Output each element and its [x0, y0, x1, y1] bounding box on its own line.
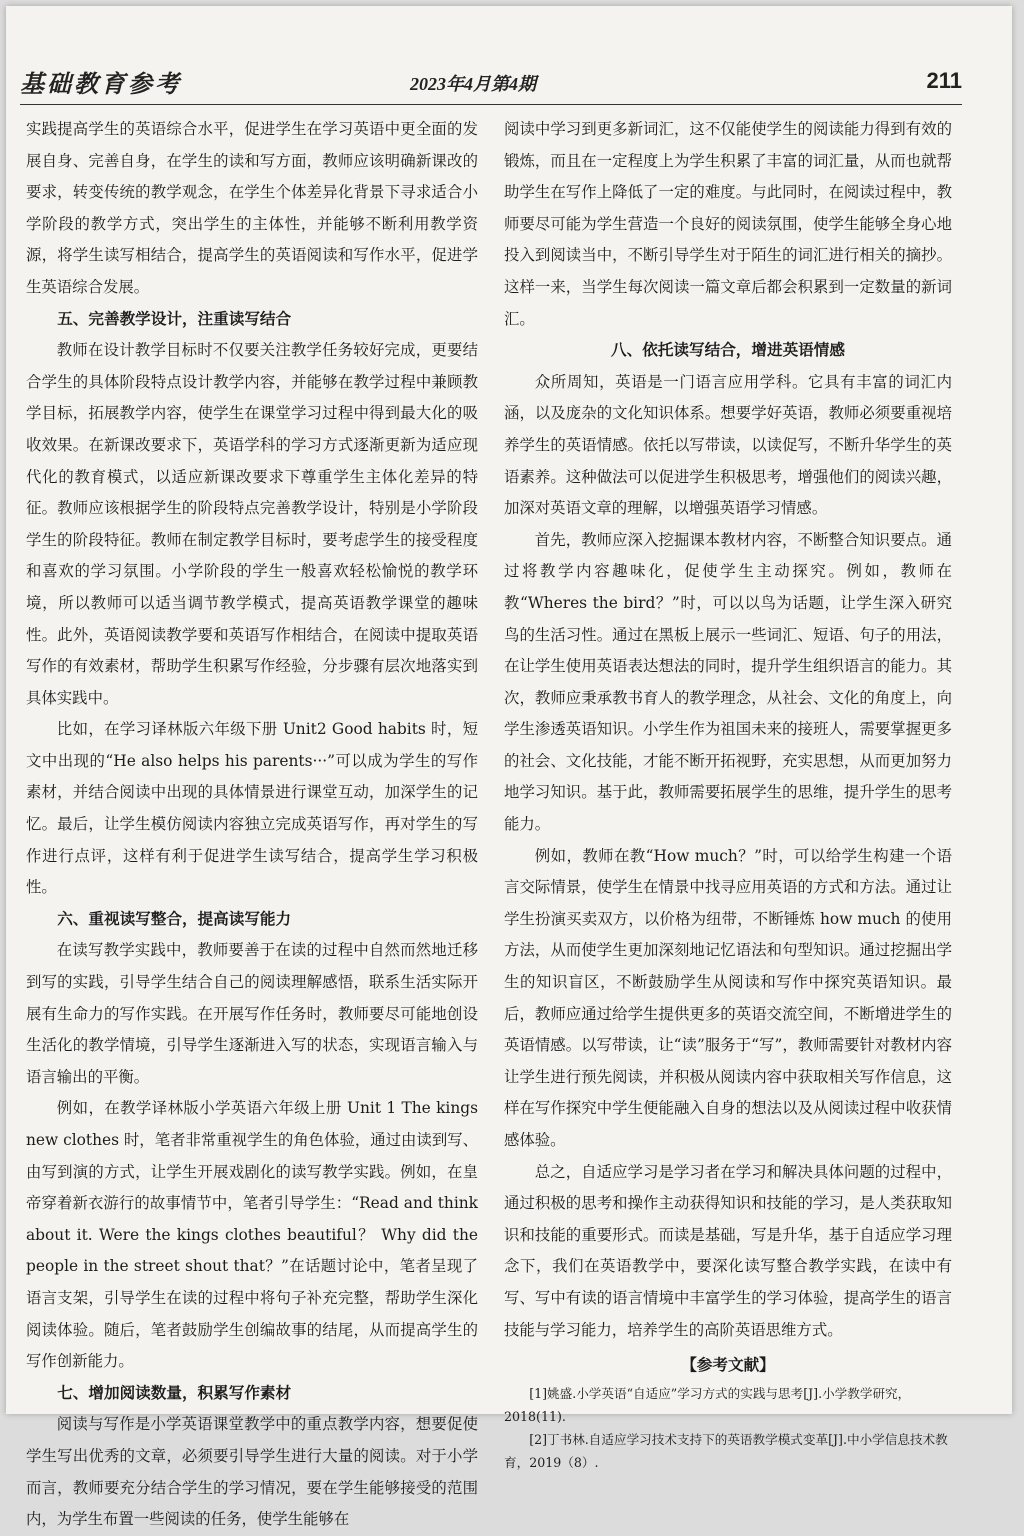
left-column: [26, 114, 478, 1536]
paragraph-7-continued: 阅读中学习到更多新词汇，这不仅能使学生的阅读能力得到有效的锻炼，而且在一定程度上为学生积累了丰富的词汇量，从而也就帮助学生在写作上降低了一定的难度。与此同时，在阅读过程中，教师要尽可能为学生营造一个良好的阅读氛围，使学生能够全身心地投入到阅读当中，不断引导学生对于陌生的词汇进行相关的摘抄。这样一来，当学生每次阅读一篇文章后都会积累到一定数量的新词汇。: [504, 120, 952, 328]
paragraph-5-1: 教师在设计教学目标时不仅要关注教学任务较好完成，更要结合学生的具体阶段特点设计教学内容，并能够在教学过程中兼顾教学目标，拓展教学内容，使学生在课堂学习过程中得到最大化的吸收效果。在新课改要求下，英语学科的学习方式逐渐更新为适应现代化的教育模式，以适应新课改要求下尊重学生主体化差异的特征。教师应该根据学生的阶段特点完善教学设计，特别是小学阶段学生的阶段特征。教师在制定教学目标时，要考虑学生的接受程度和喜欢的学习氛围。小学阶段的学生一般喜欢轻松愉悦的教学环境，所以教师可以适当调节教学模式，提高英语教学课堂的趣味性。此外，英语阅读教学要和英语写作相结合，在阅读中提取英语写作的有效素材，帮助学生积累写作经验，分步骤有层次地落实到具体实践中。: [26, 341, 478, 707]
running-header: [20, 62, 962, 105]
reference-item: [2]丁书林.自适应学习技术支持下的英语教学模式变革[J].中小学信息技术教育，2019（8）.: [504, 1432, 948, 1471]
paragraph-6-2: 例如，在教学译林版小学英语六年级上册 Unit 1 The kings new clothes 时，笔者非常重视学生的角色体验，通过由读到写、由写到演的方式，让学生开展戏剧化的读写教学实践。例如，在皇帝穿着新衣游行的故事情节中，笔者引导学生：“Read and think about it. Were the kings clothes beautiful？ Why did the people in the street shout that？”在话题讨论中，笔者呈现了语言支架，引导学生在读的过程中将句子补充完整，帮助学生深化阅读体验。随后，笔者鼓励学生创编故事的结尾，从而提高学生的写作创新能力。: [26, 1099, 478, 1371]
paragraph-8-3: 例如，教师在教“How much？”时，可以给学生构建一个语言交际情景，使学生在情景中找寻应用英语的方式和方法。通过让学生扮演买卖双方，以价格为纽带，不断锤炼 how much 的使用方法，从而使学生更加深刻地记忆语法和句型知识。通过挖掘出学生的知识盲区，不断鼓励学生从阅读和写作中探究英语知识。最后，教师应通过给学生提供更多的英语交流空间，不断增进学生的英语情感。以写带读，让“读”服务于“写”，教师需要针对教材内容让学生进行预先阅读，并积极从阅读内容中获取相关写作信息，这样在写作探究中学生便能融入自身的想法以及从阅读过程中收获情感体验。: [504, 846, 952, 1149]
paragraph-8-2: 首先，教师应深入挖掘课本教材内容，不断整合知识要点。通过将教学内容趣味化，促使学生主动探究。例如，教师在教“Wheres the bird？”时，可以以鸟为话题，让学生深入研究鸟的生活习性。通过在黑板上展示一些词汇、短语、句子的用法，在让学生使用英语表达想法的同时，提升学生组织语言的能力。其次，教师应秉承教书育人的教学理念，从社会、文化的角度上，向学生渗透英语知识。小学生作为祖国未来的接班人，需要掌握更多的社会、文化技能，才能不断开拓视野，充实思想，从而更加努力地学习知识。基于此，教师需要拓展学生的思维，提升学生的思考能力。: [504, 530, 952, 834]
section-heading-6: 六、重视读写整合，提高读写能力: [57, 909, 292, 928]
reference-item: [1]姚盛.小学英语“自适应”学习方式的实践与思考[J].小学教学研究，2018(11).: [504, 1386, 911, 1425]
paragraph-8-1: 众所周知，英语是一门语言应用学科。它具有丰富的词汇内涵，以及庞杂的文化知识体系。想要学好英语，教师必须要重视培养学生的英语情感。依托以写带读，以读促写，不断升华学生的英语素养。这种做法可以促进学生积极思考，增强他们的阅读兴趣，加深对英语文章的理解，以增强英语学习情感。: [504, 372, 952, 518]
issue-date: 2023年4月第4期: [410, 74, 536, 94]
references-heading: 【参考文献】: [681, 1356, 775, 1375]
section-heading-7: 七、增加阅读数量，积累写作素材: [57, 1383, 292, 1402]
journal-page: [6, 6, 1012, 1529]
journal-title: 基础教育参考: [20, 69, 182, 98]
paragraph-intro-continued: 实践提高学生的英语综合水平，促进学生在学习英语中更全面的发展自身、完善自身，在学生的读和写方面，教师应该明确新课改的要求，转变传统的教学观念，在学生个体差异化背景下寻求适合小学阶段的教学方式，突出学生的主体性，并能够不断利用教学资源，将学生读写相结合，提高学生的英语阅读和写作水平，促进学生英语综合发展。: [26, 120, 478, 296]
paragraph-conclusion: 总之，自适应学习是学习者在学习和解决具体问题的过程中，通过积极的思考和操作主动获得知识和技能的学习，是人类获取知识和技能的重要形式。而读是基础，写是升华，基于自适应学习理念下，我们在英语教学中，要深化读写整合教学实践，在读中有写、写中有读的语言情境中丰富学生的学习体验，提高学生的语言技能与学习能力，培养学生的高阶英语思维方式。: [504, 1162, 952, 1339]
paragraph-5-2: 比如，在学习译林版六年级下册 Unit2 Good habits 时，短文中出现的“He also helps his parents···”可以成为学生的写作素材，并结合阅读中出现的具体情景进行课堂互动，加深学生的记忆。最后，让学生模仿阅读内容独立完成英语写作，再对学生的写作进行点评，这样有利于促进学生读写结合，提高学生学习积极性。: [26, 720, 478, 897]
paragraph-6-1: 在读写教学实践中，教师要善于在读的过程中自然而然地迁移到写的实践，引导学生结合自己的阅读理解感悟，联系生活实际开展有生命力的写作实践。在开展写作任务时，教师要尽可能地创设生活化的教学情境，引导学生逐渐进入写的状态，实现语言输入与语言输出的平衡。: [26, 941, 478, 1086]
section-heading-8: 八、依托读写结合，增进英语情感: [611, 341, 845, 360]
page-number: 211: [926, 68, 962, 93]
paragraph-7-1: 阅读与写作是小学英语课堂教学中的重点教学内容，想要促使学生写出优秀的文章，必须要引导学生进行大量的阅读。对于小学而言，教师要充分结合学生的学习情况，要在学生能够接受的范围内，为学生布置一些阅读的任务，使学生能够在: [26, 1415, 478, 1529]
right-column: [504, 114, 952, 1474]
section-heading-5: 五、完善教学设计，注重读写结合: [57, 309, 292, 328]
